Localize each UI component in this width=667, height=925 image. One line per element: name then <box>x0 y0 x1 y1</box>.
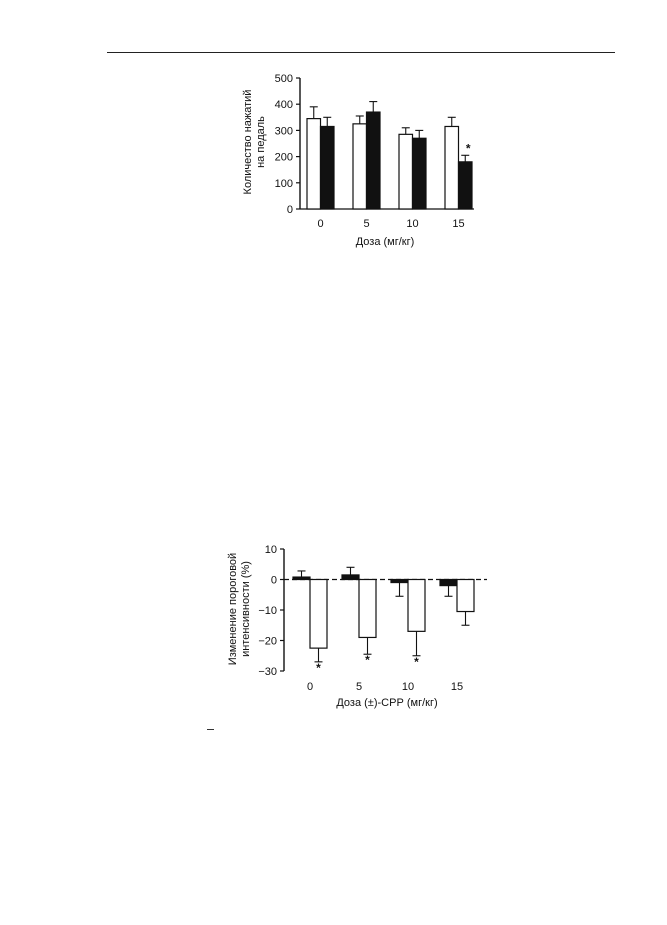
chart-1-bar <box>307 119 321 209</box>
chart-2-bar <box>408 580 425 632</box>
chart-1-y-tick-label: 200 <box>274 151 293 164</box>
chart-1-y-tick-label: 0 <box>286 204 293 216</box>
chart-2-ylabel-line2: интенсивности (%) <box>240 561 252 657</box>
chart-1-bar <box>445 126 459 209</box>
chart-2-xlabel: Доза (±)-СРР (мг/кг) <box>336 697 438 709</box>
chart-1 <box>242 73 474 248</box>
chart-1-y-tick-label: 400 <box>274 99 293 112</box>
chart-1-x-tick-label: 15 <box>452 218 465 230</box>
chart-2-y-tick-label: −20 <box>258 635 277 648</box>
chart-1-significance-mark: * <box>465 141 471 156</box>
chart-2-bar <box>310 580 327 649</box>
chart-1-x-tick-label: 10 <box>406 218 419 230</box>
chart-1-bar <box>399 134 413 209</box>
chart-1-bar <box>353 124 367 209</box>
chart-2-significance-mark: * <box>316 660 321 675</box>
chart-2-x-tick-label: 10 <box>401 681 415 693</box>
chart-2-bar <box>391 580 408 583</box>
chart-2-y-tick-label: −30 <box>258 666 277 678</box>
chart-2-bar <box>359 580 376 638</box>
chart-2 <box>227 544 487 709</box>
chart-2-bar <box>440 580 457 586</box>
chart-2-x-tick-label: 15 <box>450 681 464 693</box>
chart-2-y-tick-label: 10 <box>264 544 277 556</box>
chart-2-bar <box>293 577 310 579</box>
chart-1-bar <box>367 112 381 209</box>
chart-1-bar <box>459 162 473 209</box>
chart-1-y-tick-label: 500 <box>274 73 293 85</box>
chart-2-ylabel-line1: Изменение пороговой <box>227 552 239 666</box>
chart-1-y-tick-label: 100 <box>274 177 293 190</box>
chart-2-bar <box>342 575 359 580</box>
chart-2-x-tick-label: 5 <box>355 681 363 693</box>
chart-1-y-tick-label: 300 <box>274 125 293 138</box>
chart-1-bar <box>321 126 335 209</box>
chart-2-bar <box>457 580 474 612</box>
chart-1-x-tick-label: 5 <box>363 218 370 230</box>
chart-1-xlabel: Доза (мг/кг) <box>355 236 415 248</box>
chart-1-ylabel-line1: Количество нажатий <box>242 89 254 195</box>
chart-2-y-tick-label: 0 <box>270 574 277 587</box>
chart-2-x-tick-label: 0 <box>306 681 314 693</box>
chart-1-ylabel-line2: на педаль <box>255 116 267 168</box>
chart-2-significance-mark: * <box>414 654 419 669</box>
chart-1-x-tick-label: 0 <box>317 218 324 230</box>
chart-1-bar <box>413 138 427 209</box>
chart-2-y-tick-label: −10 <box>258 605 277 617</box>
chart-2-significance-mark: * <box>365 653 370 668</box>
